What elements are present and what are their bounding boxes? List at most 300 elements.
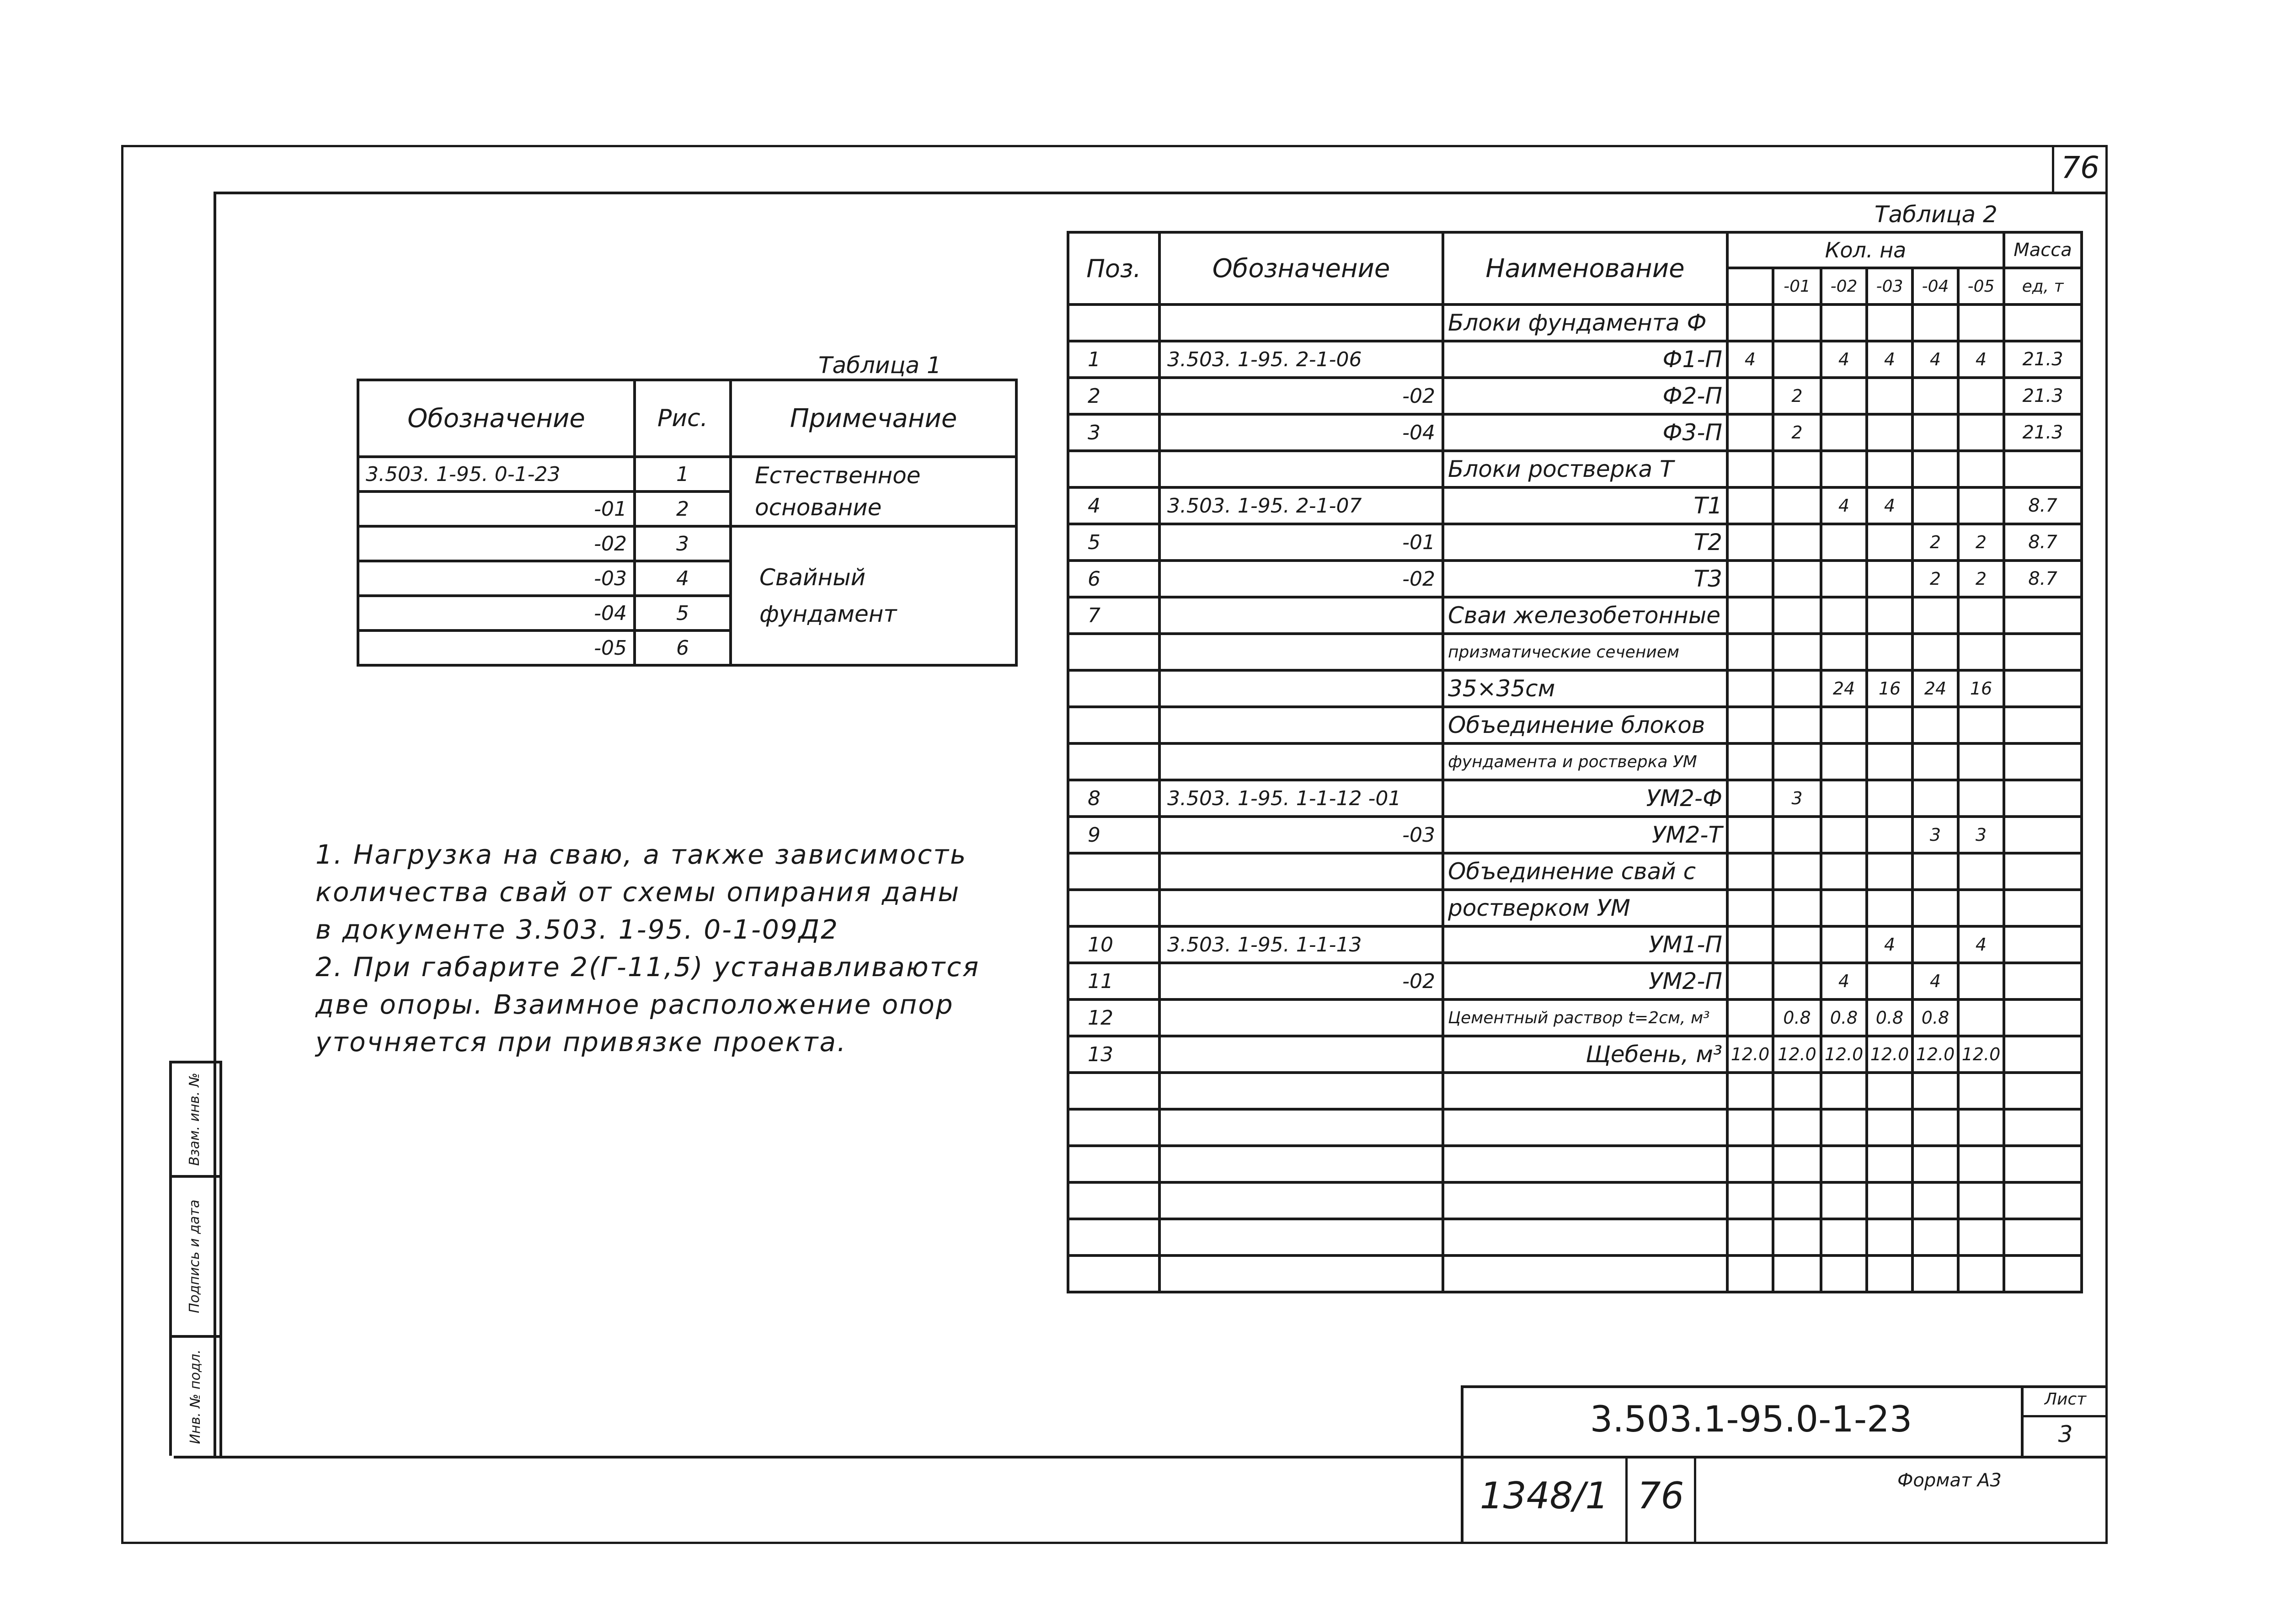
- table2-row: [1068, 743, 2082, 780]
- table2-cell-qty: [1773, 1255, 1821, 1292]
- table2-cell-qty: [1958, 853, 2004, 890]
- table2-cell-qty: [1821, 707, 1867, 743]
- table2-cell-designation: [1159, 670, 1443, 707]
- table2-cell-mass: [2004, 304, 2082, 341]
- table2-cell-qty: [1958, 1073, 2004, 1109]
- table2-cell-pos: [1068, 451, 1159, 487]
- table2-cell-qty: [1727, 1255, 1773, 1292]
- table2-cell-qty: [1912, 414, 1958, 451]
- inner-frame-bottom: [174, 1456, 2108, 1458]
- table2-cell-designation: [1159, 1109, 1443, 1146]
- table2-cell-name: Блоки фундамента Ф: [1443, 304, 1727, 341]
- table2-row: [1068, 378, 2082, 414]
- table2-cell-qty: [1821, 743, 1867, 780]
- table2-cell-qty: [1821, 524, 1867, 561]
- table2-cell-qty: 16: [1958, 670, 2004, 707]
- table2-cell-qty: 0.8: [1912, 999, 1958, 1036]
- table2-cell-qty: [1912, 743, 1958, 780]
- table2-cell-designation: [1159, 999, 1443, 1036]
- table2-cell-qty: 3: [1912, 817, 1958, 853]
- table2-cell-designation: [1159, 1073, 1443, 1109]
- table2-cell-qty: [1821, 561, 1867, 597]
- outer-frame-left: [121, 145, 123, 1544]
- table1-row-designation: -03: [358, 561, 635, 596]
- table2-cell-qty: [1867, 1255, 1912, 1292]
- table2-cell-qty: [1773, 707, 1821, 743]
- table2-cell-name: [1443, 1073, 1727, 1109]
- table2-row: [1068, 780, 2082, 817]
- table2-cell-mass: [2004, 963, 2082, 999]
- table1-note-piles-1: Свайный: [759, 564, 866, 591]
- table2-row: [1068, 451, 2082, 487]
- table2-cell-qty: 2: [1773, 414, 1821, 451]
- table2-cell-qty: [1867, 378, 1912, 414]
- table2-row: [1068, 1146, 2082, 1182]
- table2-row: [1068, 963, 2082, 999]
- table2-cell-pos: [1068, 304, 1159, 341]
- table2-cell-name: ростверком УМ: [1443, 890, 1727, 926]
- table2-cell-pos: [1068, 1073, 1159, 1109]
- table2-cell-mass: [2004, 926, 2082, 963]
- table2-cell-qty: 4: [1912, 963, 1958, 999]
- table2-row: [1068, 1255, 2082, 1292]
- table2-cell-qty: [1773, 1219, 1821, 1255]
- table2-cell-qty: 24: [1821, 670, 1867, 707]
- table2-cell-qty: [1773, 817, 1821, 853]
- table2-cell-pos: 7: [1068, 597, 1159, 634]
- table2-cell-qty: [1958, 451, 2004, 487]
- table2-cell-designation: [1159, 853, 1443, 890]
- corner-sheet-number: 76: [2061, 150, 2099, 185]
- table2-cell-qty: [1912, 926, 1958, 963]
- table2-cell-qty: [1958, 963, 2004, 999]
- table2-cell-mass: [2004, 451, 2082, 487]
- table2-cell-qty: [1727, 1109, 1773, 1146]
- table2-row: [1068, 999, 2082, 1036]
- table1-row-designation: -05: [358, 630, 635, 665]
- table2-cell-qty: [1821, 1219, 1867, 1255]
- table2-cell-qty: [1912, 890, 1958, 926]
- table2-cell-pos: 1: [1068, 341, 1159, 378]
- table2-cell-qty: [1821, 597, 1867, 634]
- table2-header-mass: Масса: [2004, 232, 2082, 268]
- table2-cell-name: УМ2-Т: [1443, 817, 1727, 853]
- table2-cell-qty: 4: [1821, 487, 1867, 524]
- table2-row: [1068, 1182, 2082, 1219]
- table2-header-pos: Поз.: [1068, 232, 1159, 304]
- table2-row: [1068, 890, 2082, 926]
- outer-frame-right: [2105, 145, 2108, 1544]
- table2-cell-qty: [1867, 1073, 1912, 1109]
- table2-cell-qty: 12.0: [1773, 1036, 1821, 1073]
- note-line: две опоры. Взаимное расположение опор: [315, 989, 954, 1020]
- table2-cell-designation: [1159, 1146, 1443, 1182]
- table2-cell-qty: 12.0: [1867, 1036, 1912, 1073]
- table2-cell-qty: [1958, 378, 2004, 414]
- table2-cell-mass: [2004, 999, 2082, 1036]
- table2-cell-qty: 12.0: [1727, 1036, 1773, 1073]
- table2-cell-qty: 4: [1867, 926, 1912, 963]
- table2-cell-qty: [1958, 634, 2004, 670]
- table2-cell-mass: [2004, 670, 2082, 707]
- table2-header-mass-unit: ед, т: [2004, 268, 2082, 304]
- table2-header-variant: -02: [1821, 268, 1867, 304]
- table2-cell-qty: [1773, 1073, 1821, 1109]
- table2-cell-designation: [1159, 1182, 1443, 1219]
- table1-note-piles: [731, 526, 1016, 665]
- table2-cell-qty: [1773, 634, 1821, 670]
- table2-cell-name: Т1: [1443, 487, 1727, 524]
- table2-cell-qty: [1727, 304, 1773, 341]
- table2-cell-qty: [1958, 487, 2004, 524]
- table2-cell-name: Ф1-П: [1443, 341, 1727, 378]
- table2-cell-qty: [1727, 414, 1773, 451]
- outer-frame-top: [121, 145, 2108, 147]
- table2-cell-name: [1443, 1182, 1727, 1219]
- table2-cell-qty: [1867, 304, 1912, 341]
- table2-cell-qty: [1867, 634, 1912, 670]
- table2-cell-qty: [1727, 524, 1773, 561]
- table2-cell-mass: 8.7: [2004, 487, 2082, 524]
- table2-cell-pos: [1068, 890, 1159, 926]
- table2-cell-qty: [1821, 378, 1867, 414]
- table2-cell-name: [1443, 1255, 1727, 1292]
- table2-cell-designation: -02: [1159, 378, 1443, 414]
- table1-row-designation: -02: [358, 526, 635, 561]
- table2-cell-qty: 2: [1958, 561, 2004, 597]
- table2-cell-qty: [1773, 487, 1821, 524]
- sheet-box-mid: [2021, 1415, 2108, 1417]
- table1-row-fig: 1: [635, 457, 731, 491]
- table1-row-fig: 4: [635, 561, 731, 596]
- table1-row-fig: 2: [635, 491, 731, 526]
- table2-cell-qty: 4: [1727, 341, 1773, 378]
- table2-cell-mass: [2004, 890, 2082, 926]
- table2-cell-qty: [1773, 1146, 1821, 1182]
- table2-cell-qty: [1821, 926, 1867, 963]
- table2-cell-qty: 2: [1773, 378, 1821, 414]
- table2-cell-qty: [1912, 487, 1958, 524]
- table2-cell-qty: 12.0: [1912, 1036, 1958, 1073]
- inner-frame-left: [214, 192, 216, 1458]
- table2-header-qty: Кол. на: [1727, 232, 2004, 268]
- table2-cell-mass: [2004, 1109, 2082, 1146]
- table2-cell-mass: [2004, 780, 2082, 817]
- table2-cell-qty: 24: [1912, 670, 1958, 707]
- table2-cell-qty: [1912, 1109, 1958, 1146]
- table2-cell-qty: [1727, 817, 1773, 853]
- table2-cell-mass: 8.7: [2004, 561, 2082, 597]
- table2-cell-qty: [1958, 304, 2004, 341]
- table2-cell-pos: 2: [1068, 378, 1159, 414]
- table2-cell-name: [1443, 1219, 1727, 1255]
- table2-cell-qty: 4: [1912, 341, 1958, 378]
- table2-cell-qty: 2: [1912, 524, 1958, 561]
- table2-cell-qty: [1773, 1182, 1821, 1219]
- side-stamp-signature: Подпись и дата: [187, 1199, 203, 1314]
- table2-cell-pos: [1068, 707, 1159, 743]
- table2-cell-mass: [2004, 817, 2082, 853]
- table2-cell-designation: -02: [1159, 963, 1443, 999]
- table2-cell-qty: [1773, 304, 1821, 341]
- table2-cell-qty: [1912, 304, 1958, 341]
- table2-header-variant: -03: [1867, 268, 1912, 304]
- table2-cell-qty: [1773, 743, 1821, 780]
- table1-row-designation: 3.503. 1-95. 0-1-23: [358, 457, 635, 491]
- table2-cell-qty: [1912, 853, 1958, 890]
- table1-note-natural-2: основание: [755, 494, 882, 521]
- table2-cell-qty: [1727, 780, 1773, 817]
- table2-cell-qty: [1727, 597, 1773, 634]
- table1-row-fig: 5: [635, 596, 731, 630]
- table2-cell-pos: 4: [1068, 487, 1159, 524]
- table1-row-fig: 6: [635, 630, 731, 665]
- table2-cell-qty: [1958, 1109, 2004, 1146]
- note-line: 1. Нагрузка на сваю, а также зависимость: [315, 839, 967, 870]
- table2-cell-qty: 12.0: [1958, 1036, 2004, 1073]
- table2-cell-name: [1443, 1146, 1727, 1182]
- table2-cell-qty: [1912, 1255, 1958, 1292]
- table2-row: [1068, 487, 2082, 524]
- table2-cell-designation: [1159, 634, 1443, 670]
- document-code: 3.503.1-95.0-1-23: [1590, 1399, 1912, 1440]
- table2-header-variant: -01: [1773, 268, 1821, 304]
- table2-cell-qty: [1958, 597, 2004, 634]
- table2-cell-designation: [1159, 597, 1443, 634]
- table2-cell-pos: [1068, 1255, 1159, 1292]
- table2-cell-name: УМ2-Ф: [1443, 780, 1727, 817]
- table2-cell-qty: 4: [1958, 926, 2004, 963]
- table2-cell-pos: 10: [1068, 926, 1159, 963]
- table2-cell-qty: [1912, 597, 1958, 634]
- table2-cell-qty: [1727, 634, 1773, 670]
- table2-title: Таблица 2: [1875, 201, 1998, 228]
- title-block-top: [1461, 1385, 2108, 1388]
- table2-cell-qty: [1958, 1219, 2004, 1255]
- table2-cell-qty: 0.8: [1821, 999, 1867, 1036]
- note-line: 2. При габарите 2(Г-11,5) устанавливаются: [315, 951, 980, 983]
- title-block-left: [1461, 1385, 1463, 1544]
- table2-cell-designation: [1159, 743, 1443, 780]
- table2-cell-designation: [1159, 1255, 1443, 1292]
- table1-note-piles-2: фундамент: [759, 601, 897, 627]
- table2-cell-mass: [2004, 1219, 2082, 1255]
- table2-cell-pos: 6: [1068, 561, 1159, 597]
- table1-title: Таблица 1: [818, 352, 941, 379]
- table2-cell-pos: [1068, 1146, 1159, 1182]
- table2-row: [1068, 707, 2082, 743]
- table2-cell-qty: [1727, 670, 1773, 707]
- table2-cell-qty: 2: [1912, 561, 1958, 597]
- note-line: уточняется при привязке проекта.: [315, 1026, 847, 1058]
- table2-cell-qty: [1867, 1146, 1912, 1182]
- table2-row: [1068, 1073, 2082, 1109]
- table2-row: [1068, 341, 2082, 378]
- table2-cell-qty: [1727, 853, 1773, 890]
- table2-cell-qty: 4: [1821, 963, 1867, 999]
- table2-cell-qty: [1958, 414, 2004, 451]
- table2-cell-qty: [1867, 451, 1912, 487]
- table2-cell-name: [1443, 1109, 1727, 1146]
- table2-cell-qty: 12.0: [1821, 1036, 1867, 1073]
- table2-cell-mass: [2004, 707, 2082, 743]
- table2-cell-mass: [2004, 743, 2082, 780]
- table2-cell-qty: 2: [1958, 524, 2004, 561]
- table1-row-designation: -01: [358, 491, 635, 526]
- table2-cell-qty: [1821, 414, 1867, 451]
- table2-cell-name: Объединение блоков: [1443, 707, 1727, 743]
- sheet-label: Лист: [2044, 1390, 2087, 1409]
- table2-cell-qty: [1912, 451, 1958, 487]
- table2-cell-designation: [1159, 1219, 1443, 1255]
- table2-cell-qty: [1912, 780, 1958, 817]
- table2-cell-qty: [1867, 1219, 1912, 1255]
- table2-cell-pos: 9: [1068, 817, 1159, 853]
- table2-cell-mass: [2004, 1146, 2082, 1182]
- table2-cell-qty: [1727, 743, 1773, 780]
- table2-cell-mass: 21.3: [2004, 378, 2082, 414]
- table2-cell-pos: 12: [1068, 999, 1159, 1036]
- table2-cell-name: Цементный раствор t=2см, м³: [1443, 999, 1727, 1036]
- table2-cell-designation: [1159, 1036, 1443, 1073]
- table2-cell-pos: [1068, 1182, 1159, 1219]
- table2-cell-qty: [1958, 999, 2004, 1036]
- table2-row: [1068, 1036, 2082, 1073]
- table2-cell-qty: [1867, 853, 1912, 890]
- table1: [357, 379, 1018, 667]
- table2-cell-pos: 8: [1068, 780, 1159, 817]
- table2-cell-qty: 4: [1958, 341, 2004, 378]
- side-stamp-right: [219, 1061, 222, 1456]
- table2-cell-qty: [1773, 670, 1821, 707]
- table1-note-natural: [731, 457, 1016, 526]
- table2-cell-qty: [1727, 1146, 1773, 1182]
- table2-cell-pos: [1068, 1219, 1159, 1255]
- table2-cell-qty: [1773, 524, 1821, 561]
- table2-cell-qty: [1912, 1073, 1958, 1109]
- table2-cell-qty: [1867, 817, 1912, 853]
- table2-header-name: Наименование: [1443, 232, 1727, 304]
- table2-cell-qty: [1727, 1073, 1773, 1109]
- table2-cell-qty: [1773, 853, 1821, 890]
- table2-cell-qty: 4: [1867, 341, 1912, 378]
- table2-row: [1068, 414, 2082, 451]
- table2-row: [1068, 597, 2082, 634]
- table2-row: [1068, 817, 2082, 853]
- table2-cell-qty: [1821, 304, 1867, 341]
- album-number: 1348/1: [1479, 1474, 1609, 1517]
- table2-cell-qty: [1821, 853, 1867, 890]
- table2-cell-pos: 11: [1068, 963, 1159, 999]
- table2-cell-designation: [1159, 451, 1443, 487]
- table2-cell-qty: [1727, 561, 1773, 597]
- table2-row: [1068, 561, 2082, 597]
- table2-cell-pos: [1068, 853, 1159, 890]
- table2-cell-designation: [1159, 304, 1443, 341]
- table2-cell-qty: [1912, 707, 1958, 743]
- table2-cell-designation: -01: [1159, 524, 1443, 561]
- table2-cell-qty: [1958, 890, 2004, 926]
- table2-cell-designation: [1159, 890, 1443, 926]
- table2-cell-qty: [1727, 999, 1773, 1036]
- table2-cell-qty: [1958, 780, 2004, 817]
- table2-cell-name: Ф3-П: [1443, 414, 1727, 451]
- table2: [1067, 231, 2083, 1293]
- table2-cell-qty: [1727, 378, 1773, 414]
- table1-row-designation: -04: [358, 596, 635, 630]
- table2-cell-qty: [1773, 1109, 1821, 1146]
- table2-cell-qty: [1867, 780, 1912, 817]
- table2-cell-designation: -04: [1159, 414, 1443, 451]
- table2-cell-pos: 5: [1068, 524, 1159, 561]
- table2-cell-qty: [1958, 743, 2004, 780]
- table2-cell-qty: 16: [1867, 670, 1912, 707]
- table2-cell-qty: [1867, 890, 1912, 926]
- table1-header-note: Примечание: [731, 380, 1016, 457]
- table2-cell-qty: 3: [1773, 780, 1821, 817]
- table2-header-designation: Обозначение: [1159, 232, 1443, 304]
- table2-cell-qty: 4: [1867, 487, 1912, 524]
- side-stamp-replaced: Взам. инв. №: [187, 1073, 203, 1166]
- table2-cell-mass: 21.3: [2004, 341, 2082, 378]
- note-line: в документе 3.503. 1-95. 0-1-09Д2: [315, 914, 839, 945]
- table2-cell-qty: [1958, 707, 2004, 743]
- table2-cell-qty: [1821, 817, 1867, 853]
- table2-cell-qty: [1727, 451, 1773, 487]
- table2-row: [1068, 304, 2082, 341]
- corner-box-left: [2052, 145, 2054, 193]
- outer-frame-bottom: [121, 1542, 2108, 1544]
- table2-row: [1068, 926, 2082, 963]
- table2-cell-mass: [2004, 1073, 2082, 1109]
- table2-cell-qty: [1727, 926, 1773, 963]
- table2-cell-qty: [1867, 1109, 1912, 1146]
- table2-row: [1068, 670, 2082, 707]
- table2-row: [1068, 853, 2082, 890]
- table2-cell-qty: [1912, 634, 1958, 670]
- table2-cell-qty: [1867, 707, 1912, 743]
- table2-cell-qty: [1821, 634, 1867, 670]
- table2-row: [1068, 524, 2082, 561]
- page-divider: [1694, 1458, 1696, 1544]
- table2-cell-qty: [1727, 890, 1773, 926]
- table2-cell-mass: [2004, 1182, 2082, 1219]
- table2-cell-pos: [1068, 743, 1159, 780]
- table2-cell-designation: 3.503. 1-95. 2-1-07: [1159, 487, 1443, 524]
- notes-block: [315, 839, 980, 1064]
- table2-cell-mass: 8.7: [2004, 524, 2082, 561]
- table2-row: [1068, 1109, 2082, 1146]
- table2-cell-mass: [2004, 597, 2082, 634]
- table2-cell-qty: [1773, 451, 1821, 487]
- sheet-number: 3: [2058, 1421, 2073, 1448]
- table2-row: [1068, 1219, 2082, 1255]
- table2-cell-qty: [1867, 963, 1912, 999]
- table2-header-variant: -05: [1958, 268, 2004, 304]
- table2-cell-designation: [1159, 707, 1443, 743]
- table2-cell-qty: [1821, 890, 1867, 926]
- table2-cell-qty: [1821, 1146, 1867, 1182]
- inner-frame-top: [214, 192, 2108, 194]
- table2-cell-qty: [1958, 1182, 2004, 1219]
- table2-row: [1068, 634, 2082, 670]
- table2-cell-qty: [1773, 890, 1821, 926]
- table2-cell-qty: [1958, 1146, 2004, 1182]
- table1-row-fig: 3: [635, 526, 731, 561]
- note-line: количества свай от схемы опирания даны: [315, 876, 961, 908]
- table2-header-variant-blank: [1727, 268, 1773, 304]
- table2-cell-mass: [2004, 1255, 2082, 1292]
